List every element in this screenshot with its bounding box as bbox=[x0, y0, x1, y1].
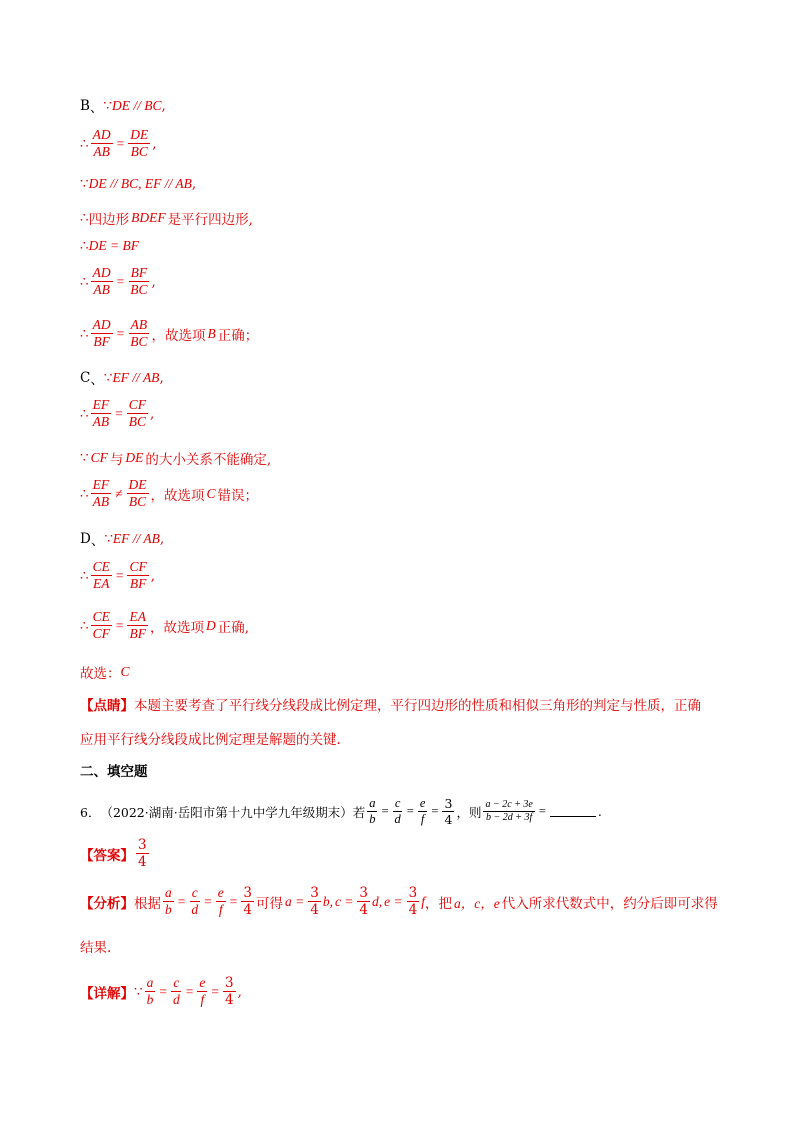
denominator: BC bbox=[128, 414, 146, 430]
because-symbol: ∵ bbox=[103, 370, 113, 386]
fraction bbox=[127, 560, 148, 591]
math-expression: b, bbox=[322, 893, 333, 909]
numerator: CF bbox=[127, 560, 148, 576]
therefore-symbol: ∴ bbox=[80, 617, 89, 634]
punctuation: . bbox=[597, 804, 602, 820]
numerator: EF bbox=[91, 398, 112, 414]
numerator: DE bbox=[128, 128, 150, 144]
analysis-tag: 【分析】 bbox=[80, 895, 134, 912]
answer-blank[interactable] bbox=[550, 806, 596, 817]
solution-line-d-condition bbox=[80, 529, 164, 549]
because-symbol: ∵ bbox=[80, 450, 89, 466]
denominator: d bbox=[172, 992, 180, 1008]
fraction bbox=[189, 886, 200, 917]
math-expression: a = bbox=[284, 893, 305, 909]
fraction bbox=[128, 266, 149, 297]
solution-line-proportion bbox=[80, 128, 157, 159]
equals-sign: = bbox=[115, 405, 123, 421]
denominator: d bbox=[394, 812, 401, 827]
numerator: e bbox=[197, 976, 207, 992]
denominator: b − 2d + 3f bbox=[486, 812, 533, 824]
denominator: b bbox=[165, 902, 172, 918]
text: ，故选项 bbox=[149, 619, 204, 636]
denominator: AB bbox=[92, 414, 110, 430]
fraction bbox=[171, 976, 182, 1007]
equals-sign: = bbox=[115, 617, 124, 633]
therefore-symbol: ∴ bbox=[80, 325, 89, 342]
solution-line-parallel bbox=[80, 176, 196, 192]
punctuation: , bbox=[237, 983, 242, 1000]
fraction bbox=[91, 128, 113, 159]
variables: a，c，e bbox=[453, 895, 500, 911]
denominator: BC bbox=[130, 282, 148, 298]
because-symbol: ∵ bbox=[134, 983, 143, 1000]
therefore-symbol: ∴ bbox=[80, 135, 89, 152]
tip-tag: 【点睛】 bbox=[80, 698, 134, 714]
math-expression: f bbox=[421, 893, 425, 909]
therefore-symbol: ∴ bbox=[80, 567, 89, 584]
fraction bbox=[91, 398, 112, 429]
numerator: 3 bbox=[310, 885, 319, 901]
question-source: （2022·湖南·岳阳市第十九中学九年级期末） bbox=[100, 804, 353, 820]
numerator: 3 bbox=[444, 796, 453, 811]
text: ，把 bbox=[424, 895, 452, 912]
therefore-symbol: ∴ bbox=[80, 405, 89, 422]
fraction bbox=[418, 797, 428, 826]
fraction bbox=[145, 976, 156, 1007]
option-label: B bbox=[80, 98, 90, 114]
denominator: BF bbox=[93, 334, 110, 350]
numerator: a bbox=[163, 886, 174, 902]
solution-choice bbox=[80, 662, 130, 682]
fraction bbox=[357, 886, 370, 917]
fraction bbox=[91, 318, 113, 349]
solution-line-conclusion-b bbox=[80, 318, 258, 349]
text: ，则 bbox=[456, 804, 482, 820]
fraction bbox=[197, 976, 207, 1007]
detail-line: 【详解】 ∵ $\frac{a}{b}$ = $\frac{c}{d}$ = $\frac{e}{f}$ = $\frac{3}{4}$ , bbox=[80, 975, 242, 1009]
math-expression: BDEF bbox=[131, 210, 166, 225]
numerator: e bbox=[216, 886, 226, 902]
analysis-line-2 bbox=[80, 936, 111, 956]
text: ，故选项 bbox=[150, 487, 205, 504]
solution-line-conclusion-d bbox=[80, 610, 249, 641]
punctuation: , bbox=[149, 405, 155, 422]
denominator: b bbox=[369, 812, 376, 827]
therefore-symbol: ∴ bbox=[80, 273, 89, 290]
math-expression: DE // BC, EF // AB bbox=[88, 176, 192, 191]
math-expression: EF // AB bbox=[112, 531, 160, 546]
text: 错误； bbox=[217, 487, 259, 504]
denominator: 4 bbox=[310, 902, 319, 919]
fraction bbox=[393, 797, 403, 826]
equals-sign: = bbox=[116, 325, 125, 341]
solution-line-c-condition bbox=[80, 368, 164, 388]
numerator: AD bbox=[91, 318, 113, 334]
fraction bbox=[128, 128, 150, 159]
solution-line-uncertain bbox=[80, 448, 271, 468]
denominator: AB bbox=[93, 282, 110, 298]
fraction bbox=[163, 886, 174, 917]
denominator: 4 bbox=[224, 992, 234, 1009]
math-expression: CF bbox=[90, 450, 108, 465]
text: 可得 bbox=[255, 895, 283, 912]
option-label: D bbox=[80, 531, 91, 547]
denominator: BC bbox=[128, 494, 147, 510]
denominator: f bbox=[218, 902, 223, 918]
numerator: DE bbox=[127, 478, 149, 494]
denominator: 4 bbox=[243, 902, 252, 919]
fraction bbox=[127, 478, 149, 509]
denominator: BC bbox=[130, 334, 148, 350]
option-label: C bbox=[80, 370, 91, 386]
punctuation: , bbox=[161, 98, 166, 114]
math-expression: e = bbox=[384, 893, 403, 909]
numerator: 3 bbox=[408, 885, 418, 901]
numerator: CE bbox=[91, 560, 112, 576]
solution-line-parallelogram bbox=[80, 208, 253, 228]
denominator: AB bbox=[92, 494, 110, 510]
text: 根据 bbox=[134, 895, 161, 912]
text: 故选： bbox=[80, 666, 121, 682]
numerator: a bbox=[367, 797, 377, 812]
punctuation: , bbox=[159, 531, 165, 547]
numerator: 3 bbox=[243, 885, 252, 901]
tip-paragraph-line-2 bbox=[80, 728, 341, 748]
text: ，故选项 bbox=[151, 327, 206, 344]
numerator: a bbox=[145, 976, 156, 992]
math-expression: DE = BF bbox=[88, 238, 139, 253]
numerator: 3 bbox=[359, 885, 369, 901]
analysis-line-1: 【分析】 根据 $\frac{a}{b}$ = $\frac{c}{d}$ = $\frac{e}{f}$ = $\frac{3}{4}$ 可得 a = $\frac{3}{4}$ b, c = $\frac{3}{4}$ d, e = $\frac{3}{4}$ f ，把 a，c，e 代入所求代数式中，约分后即可求得 bbox=[80, 885, 718, 919]
fraction bbox=[127, 398, 148, 429]
math-expression: c = bbox=[334, 893, 354, 909]
text: 正确, bbox=[217, 619, 250, 636]
because-symbol: ∵ bbox=[80, 176, 89, 192]
denominator: f bbox=[200, 992, 205, 1008]
math-expression: d, bbox=[372, 893, 383, 909]
text: 应用平行线分线段成比例定理是解题的关键. bbox=[80, 732, 341, 748]
text: 正确； bbox=[217, 327, 259, 344]
denominator: BF bbox=[129, 626, 146, 642]
answer-fraction bbox=[136, 838, 149, 869]
because-symbol: ∵ bbox=[104, 531, 113, 547]
denominator: EA bbox=[92, 576, 110, 592]
numerator: CF bbox=[127, 398, 148, 414]
numerator: c bbox=[393, 797, 403, 812]
because-symbol: ∵ bbox=[103, 98, 113, 114]
denominator: 4 bbox=[138, 854, 147, 871]
numerator: CE bbox=[91, 610, 112, 626]
fraction bbox=[442, 797, 454, 826]
question-6: 6． （2022·湖南·岳阳市第十九中学九年级期末） 若 $\frac{a}{b}$ = $\frac{c}{d}$ = $\frac{e}{f}$ = $\frac{3}{4}$ ，则 $\frac{a - 2c + 3e}{b - 2d + 3f}$ = . bbox=[80, 796, 602, 828]
fraction bbox=[91, 266, 113, 297]
separator: 、 bbox=[89, 100, 104, 116]
fraction bbox=[128, 318, 149, 349]
therefore-symbol: ∴ bbox=[80, 485, 89, 502]
text: 的大小关系不能确定, bbox=[145, 452, 272, 468]
denominator: 4 bbox=[408, 902, 418, 919]
text: 四边形 bbox=[88, 212, 130, 228]
fraction bbox=[223, 976, 236, 1007]
equals-sign: = bbox=[116, 273, 125, 289]
numerator: a − 2c + 3e bbox=[483, 800, 534, 813]
fraction bbox=[367, 797, 377, 826]
denominator: AB bbox=[93, 144, 110, 160]
denominator: BC bbox=[130, 144, 148, 160]
equals-sign: = bbox=[538, 804, 546, 819]
fraction bbox=[241, 886, 254, 917]
math-expression: DE // BC bbox=[112, 98, 162, 113]
section-title bbox=[80, 760, 148, 780]
denominator: BF bbox=[129, 576, 147, 592]
therefore-symbol: ∴ bbox=[80, 210, 89, 226]
separator: 、 bbox=[90, 372, 104, 388]
question-number: 6． bbox=[80, 804, 101, 820]
equals-sign: = bbox=[116, 135, 125, 151]
solution-line-equal bbox=[80, 238, 139, 254]
answer-tag: 【答案】 bbox=[80, 847, 134, 864]
expression-fraction bbox=[483, 800, 534, 824]
text: 若 bbox=[352, 804, 366, 820]
fraction bbox=[91, 610, 112, 641]
denominator: d bbox=[191, 902, 199, 918]
not-equal-sign: ≠ bbox=[115, 485, 123, 501]
option-letter: B bbox=[207, 325, 216, 341]
numerator: EF bbox=[91, 478, 112, 494]
separator: 、 bbox=[90, 533, 105, 549]
section-title-text: 二、填空题 bbox=[80, 764, 148, 780]
numerator: BF bbox=[129, 266, 150, 282]
numerator: c bbox=[190, 886, 200, 902]
option-letter: C bbox=[206, 485, 216, 501]
denominator: 4 bbox=[359, 902, 369, 919]
fraction bbox=[127, 610, 148, 641]
punctuation: , bbox=[150, 567, 156, 584]
numerator: AD bbox=[91, 128, 113, 144]
numerator: e bbox=[418, 797, 428, 812]
equals-sign: = bbox=[115, 567, 124, 583]
denominator: f bbox=[420, 812, 425, 827]
detail-tag: 【详解】 bbox=[80, 985, 134, 1002]
text: 与 bbox=[109, 452, 124, 468]
numerator: 3 bbox=[138, 837, 147, 853]
option-letter: C bbox=[120, 664, 130, 679]
text: 是平行四边形, bbox=[167, 212, 253, 228]
math-expression: DE bbox=[125, 450, 144, 465]
numerator: 3 bbox=[224, 975, 234, 991]
fraction bbox=[407, 886, 420, 917]
solution-line-b-condition bbox=[80, 96, 166, 116]
solution-line-proportion bbox=[80, 398, 154, 429]
punctuation: , bbox=[159, 370, 164, 386]
solution-line-proportion bbox=[80, 560, 155, 591]
answer-line bbox=[80, 838, 151, 869]
numerator: AD bbox=[91, 266, 113, 282]
math-expression: EF // AB bbox=[112, 370, 160, 385]
text: 本题主要考查了平行线分线段成比例定理，平行四边形的性质和相似三角形的判定与性质，正确 bbox=[134, 698, 701, 714]
denominator: 4 bbox=[444, 812, 453, 828]
denominator: b bbox=[146, 992, 154, 1008]
solution-line-conclusion-c bbox=[80, 478, 258, 509]
punctuation: , bbox=[151, 273, 156, 290]
numerator: AB bbox=[129, 318, 150, 334]
punctuation: , bbox=[152, 135, 157, 152]
fraction bbox=[91, 560, 112, 591]
tip-paragraph-line-1 bbox=[80, 694, 701, 714]
therefore-symbol: ∴ bbox=[80, 238, 89, 254]
denominator: CF bbox=[92, 626, 110, 642]
fraction bbox=[308, 886, 321, 917]
fraction bbox=[91, 478, 112, 509]
solution-line-proportion bbox=[80, 266, 156, 297]
option-letter: D bbox=[205, 617, 216, 633]
numerator: c bbox=[171, 976, 181, 992]
fraction bbox=[216, 886, 226, 917]
text: 代入所求代数式中，约分后即可求得 bbox=[501, 895, 718, 912]
punctuation: , bbox=[191, 176, 197, 192]
text: 结果. bbox=[80, 940, 112, 956]
numerator: EA bbox=[127, 610, 148, 626]
